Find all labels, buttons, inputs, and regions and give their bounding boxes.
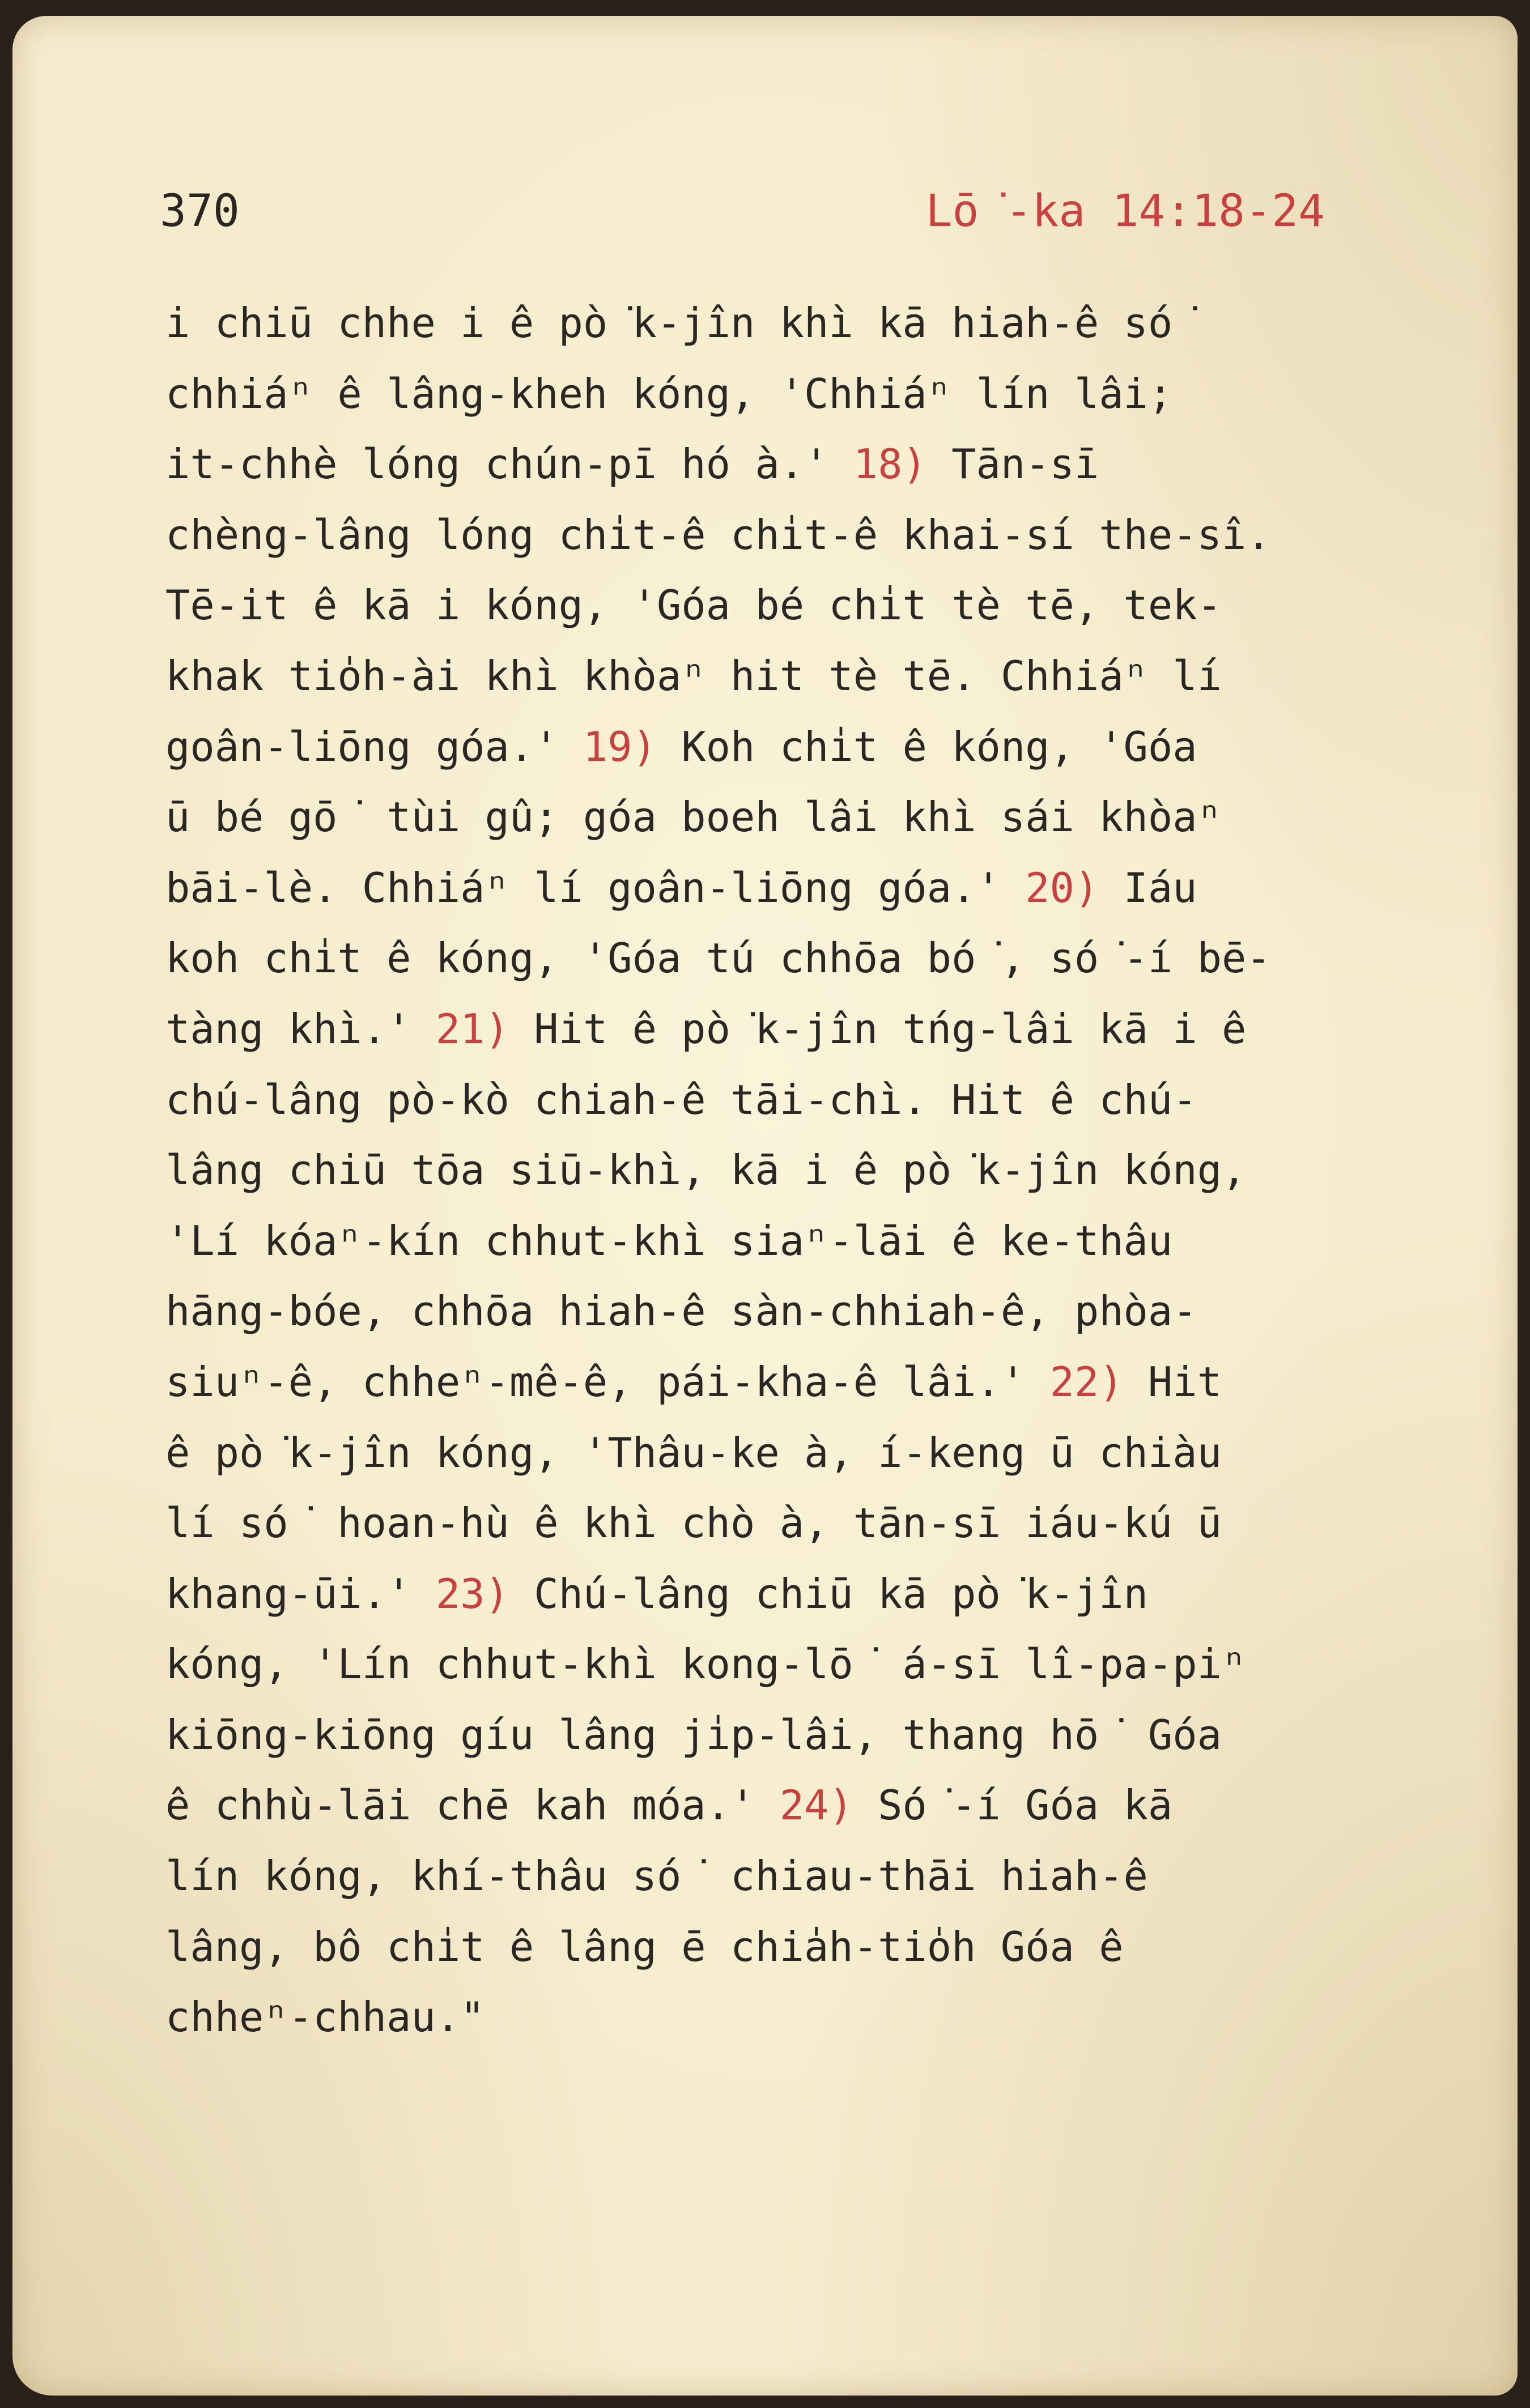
page-header xyxy=(160,186,1325,254)
text-line xyxy=(165,500,1469,571)
text-segment: khang-ūi.' xyxy=(165,1569,436,1618)
text-segment: Só͘-í Góa kā xyxy=(853,1781,1173,1830)
text-line xyxy=(165,1135,1469,1206)
text-segment: tàng khì.' xyxy=(165,1005,436,1053)
text-line xyxy=(165,1418,1469,1488)
text-segment: lín kóng, khí-thâu só͘ chiau-thāi hiah-ê xyxy=(165,1852,1148,1900)
text-line xyxy=(165,1488,1469,1559)
text-line xyxy=(165,1559,1469,1630)
verse-number: 23) xyxy=(435,1569,509,1618)
text-line xyxy=(165,641,1469,712)
text-segment: kóng, 'Lín chhut-khì kong-lō͘ á-sī lî-pa-piⁿ xyxy=(165,1640,1247,1688)
text-segment: it-chhè lóng chún-pī hó à.' xyxy=(165,440,853,488)
text-segment: ū bé gō͘ tùi gû; góa boeh lâi khì sái khòaⁿ xyxy=(165,793,1222,841)
text-segment: Tē-it ê kā i kóng, 'Góa bé chi̍t tè tē, tek- xyxy=(165,581,1222,629)
text-segment: hāng-bóe, chhōa hiah-ê sàn-chhiah-ê, phòa- xyxy=(165,1287,1197,1335)
verse-number: 24) xyxy=(779,1781,853,1830)
text-segment: koh chi̍t ê kóng, 'Góa tú chhōa bó͘, só͘-í bē- xyxy=(165,934,1271,982)
page-number: 370 xyxy=(160,186,240,237)
text-line xyxy=(165,1912,1469,1982)
text-segment: khak tio̍h-ài khì khòaⁿ hit tè tē. Chhiáⁿ lí xyxy=(165,652,1222,700)
text-line xyxy=(165,1347,1469,1418)
text-segment: chú-lâng pò-kò chiah-ê tāi-chì. Hit ê chú- xyxy=(165,1075,1197,1124)
text-line xyxy=(165,359,1469,429)
text-segment: ê chhù-lāi chē kah móa.' xyxy=(165,1781,780,1830)
text-segment: Hit xyxy=(1123,1358,1222,1406)
text-segment: Koh chi̍t ê kóng, 'Góa xyxy=(656,722,1197,771)
text-line xyxy=(165,288,1469,359)
text-segment: chhiáⁿ ê lâng-kheh kóng, 'Chhiáⁿ lín lâi; xyxy=(165,369,1173,418)
text-line xyxy=(165,429,1469,500)
text-segment: lâng, bô chi̍t ê lâng ē chia̍h-tio̍h Góa ê xyxy=(165,1922,1124,1971)
text-segment: siuⁿ-ê, chheⁿ-mê-ê, pái-kha-ê lâi.' xyxy=(165,1358,1050,1406)
verse-number: 21) xyxy=(435,1005,509,1053)
text-line xyxy=(165,1629,1469,1700)
text-line xyxy=(165,1770,1469,1841)
text-segment: bāi-lè. Chhiáⁿ lí goân-liōng góa.' xyxy=(165,863,1026,912)
verse-number: 19) xyxy=(583,722,657,771)
text-segment: chèng-lâng lóng chi̍t-ê chi̍t-ê khai-sí the-sî. xyxy=(165,510,1271,559)
text-line xyxy=(165,570,1469,641)
verse-number: 18) xyxy=(853,440,927,488)
running-head: Lō͘-ka 14:18-24 xyxy=(925,186,1325,237)
text-line xyxy=(165,1700,1469,1771)
text-line xyxy=(165,994,1469,1065)
text-segment: goân-liōng góa.' xyxy=(165,722,583,771)
text-segment: kiōng-kiōng gíu lâng ji̍p-lâi, thang hō͘ Góa xyxy=(165,1711,1222,1759)
text-line xyxy=(165,853,1469,924)
verse-number: 22) xyxy=(1049,1358,1124,1406)
text-line xyxy=(165,712,1469,782)
text-segment: chheⁿ-chhau." xyxy=(165,1993,485,2041)
verse-number: 20) xyxy=(1025,863,1099,912)
text-segment: Chú-lâng chiū kā pò͘k-jîn xyxy=(509,1569,1148,1618)
text-line xyxy=(165,1276,1469,1347)
text-segment: ê pò͘k-jîn kóng, 'Thâu-ke à, í-keng ū chiàu xyxy=(165,1428,1222,1477)
body-text xyxy=(165,288,1469,2053)
text-segment: lâng chiū tōa siū-khì, kā i ê pò͘k-jîn kóng, xyxy=(165,1146,1247,1194)
text-segment: i chiū chhe i ê pò͘k-jîn khì kā hiah-ê só͘ xyxy=(165,299,1197,347)
text-segment: Tān-sī xyxy=(926,440,1099,488)
text-line xyxy=(165,1065,1469,1135)
text-line xyxy=(165,782,1469,853)
text-line xyxy=(165,1841,1469,1912)
text-segment: lí só͘ hoan-hù ê khì chò à, tān-sī iáu-kú ū xyxy=(165,1499,1222,1547)
text-line xyxy=(165,1982,1469,2053)
text-segment: Hit ê pò͘k-jîn tńg-lâi kā i ê xyxy=(509,1005,1247,1053)
text-line xyxy=(165,1206,1469,1277)
book-page xyxy=(12,16,1518,2396)
text-line xyxy=(165,923,1469,994)
text-segment: 'Lí kóaⁿ-kín chhut-khì siaⁿ-lāi ê ke-thâu xyxy=(165,1216,1173,1265)
text-segment: Iáu xyxy=(1099,863,1197,912)
